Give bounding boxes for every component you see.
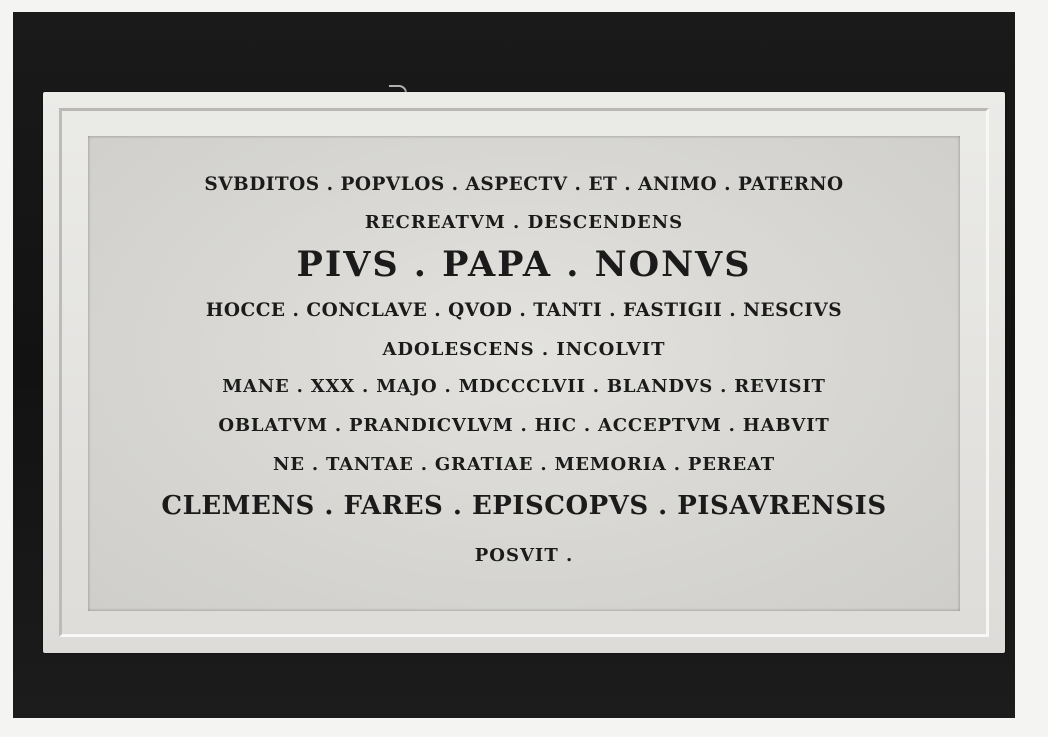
- inscription-line-7: OBLATVM . PRANDICVLVM . HIC . ACCEPTVM . HABVIT: [218, 415, 830, 436]
- inscription-line-3: PIVS . PAPA . NONVS: [296, 244, 752, 285]
- inscription-line-10: POSVIT .: [474, 545, 574, 566]
- plaque-frame: [43, 92, 1005, 653]
- inscription-line-5: ADOLESCENS . INCOLVIT: [382, 339, 666, 360]
- inscription-line-4: HOCCE . CONCLAVE . QVOD . TANTI . FASTIGII . NESCIVS: [205, 300, 843, 321]
- inscription-line-1: SVBDITOS . POPVLOS . ASPECTV . ET . ANIMO . PATERNO: [204, 174, 844, 195]
- inscription-line-8: NE . TANTAE . GRATIAE . MEMORIA . PEREAT: [272, 454, 775, 475]
- inscription-line-9: CLEMENS . FARES . EPISCOPVS . PISAVRENSIS: [161, 491, 887, 521]
- inscription-line-2: RECREATVM . DESCENDENS: [364, 212, 684, 233]
- photograph: [13, 12, 1015, 718]
- marble-plaque: [88, 136, 960, 611]
- inscription-line-6: MANE . XXX . MAJO . MDCCCLVII . BLANDVS . REVISIT: [222, 376, 826, 397]
